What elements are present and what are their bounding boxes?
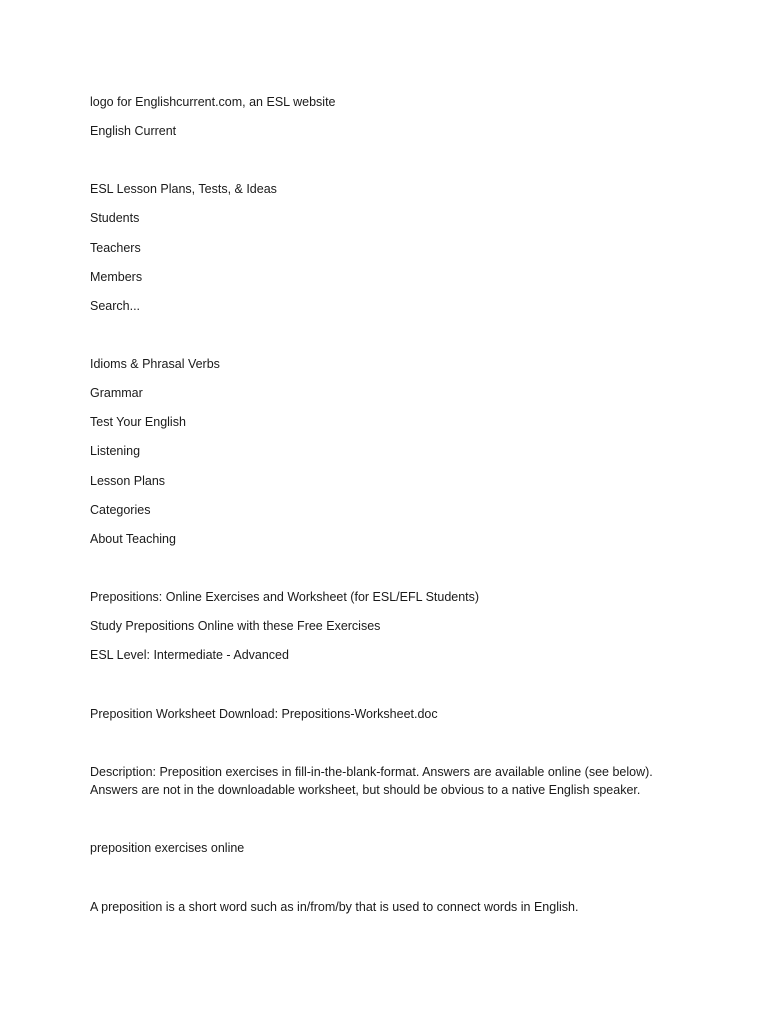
nav-item-categories[interactable]: Categories — [90, 503, 151, 517]
article-description — [90, 763, 680, 799]
nav-item-students[interactable]: Students — [90, 211, 140, 225]
worksheet-download-link[interactable]: Preposition Worksheet Download: Prepositions-Worksheet.doc — [90, 707, 438, 721]
exercise-image-alt-text: preposition exercises online — [90, 841, 245, 855]
nav-item-teachers[interactable]: Teachers — [90, 241, 141, 255]
nav-item-about-teaching[interactable]: About Teaching — [90, 532, 176, 546]
document-page — [90, 0, 690, 1024]
nav-item-lesson-plans[interactable]: Lesson Plans — [90, 474, 166, 488]
site-name-link[interactable]: English Current — [90, 124, 177, 138]
nav-item-grammar[interactable]: Grammar — [90, 386, 143, 400]
nav-item-members[interactable]: Members — [90, 270, 143, 284]
article-subtitle: Study Prepositions Online with these Free Exercises — [90, 619, 381, 633]
article-title: Prepositions: Online Exercises and Worksheet (for ESL/EFL Students) — [90, 590, 480, 604]
nav-item-idioms[interactable]: Idioms & Phrasal Verbs — [90, 357, 220, 371]
nav-item-listening[interactable]: Listening — [90, 444, 141, 458]
description-line-2: Answers are not in the downloadable worksheet, but should be obvious to a native English speaker. — [90, 783, 641, 797]
description-line-1: Description: Preposition exercises in fill-in-the-blank-format. Answers are available online (see below). — [90, 765, 653, 779]
nav-item-test-your-english[interactable]: Test Your English — [90, 415, 186, 429]
article-level: ESL Level: Intermediate - Advanced — [90, 648, 289, 662]
search-input[interactable]: Search... — [90, 299, 141, 313]
site-tagline: ESL Lesson Plans, Tests, & Ideas — [90, 182, 277, 196]
logo-alt-text[interactable]: logo for Englishcurrent.com, an ESL website — [90, 95, 336, 109]
article-intro: A preposition is a short word such as in/from/by that is used to connect words in English. — [90, 900, 579, 914]
